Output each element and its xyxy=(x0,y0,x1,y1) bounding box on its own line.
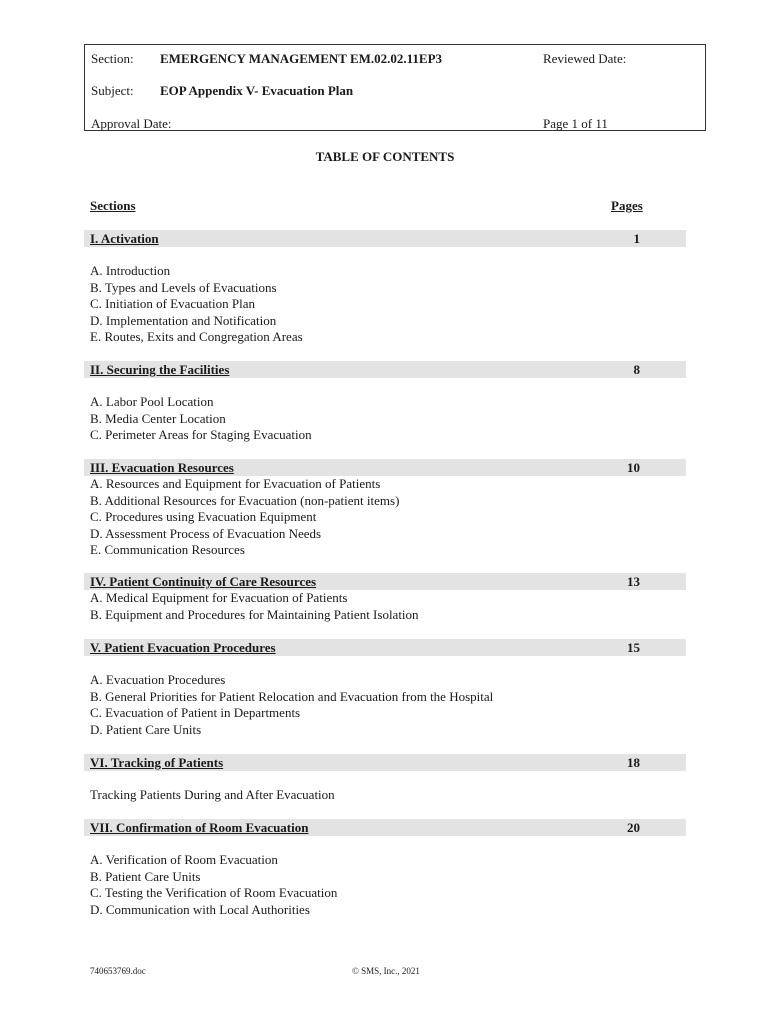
toc-item: A. Labor Pool Location xyxy=(90,394,214,409)
section-label: Section: xyxy=(91,51,134,66)
toc-item: B. Additional Resources for Evacuation (non-patient items) xyxy=(90,492,400,508)
section-title: VII. Confirmation of Room Evacuation xyxy=(90,820,309,835)
toc-section-2 xyxy=(84,361,686,378)
toc-item: Tracking Patients During and After Evacuation xyxy=(90,787,335,802)
toc-section-3 xyxy=(84,459,686,476)
toc-item: D. Implementation and Notification xyxy=(90,312,277,328)
toc-item: A. Verification of Room Evacuation xyxy=(90,852,278,867)
section-page: 8 xyxy=(633,362,640,377)
subject-label: Subject: xyxy=(91,83,134,98)
section-7-items xyxy=(90,852,337,918)
section-page: 10 xyxy=(627,460,640,475)
toc-section-5 xyxy=(84,639,686,656)
toc-item: B. Patient Care Units xyxy=(90,868,201,884)
section-page: 18 xyxy=(627,755,640,770)
reviewed-date-label: Reviewed Date: xyxy=(543,51,627,66)
approval-date-label: Approval Date: xyxy=(91,116,172,131)
section-title: IV. Patient Continuity of Care Resources xyxy=(90,574,317,589)
toc-item: A. Medical Equipment for Evacuation of Patients xyxy=(90,590,348,605)
toc-item: D. Assessment Process of Evacuation Needs xyxy=(90,525,322,541)
toc-item: C. Evacuation of Patient in Departments xyxy=(90,705,301,720)
section-title: I. Activation xyxy=(90,231,159,246)
section-page: 1 xyxy=(633,231,640,246)
toc-item: D. Patient Care Units xyxy=(90,721,202,737)
subject-value: EOP Appendix V- Evacuation Plan xyxy=(160,83,354,98)
toc-item: C. Procedures using Evacuation Equipment xyxy=(90,509,317,524)
toc-item: E. Routes, Exits and Congregation Areas xyxy=(90,329,303,344)
section-2-items xyxy=(90,394,312,444)
toc-item: C. Initiation of Evacuation Plan xyxy=(90,296,255,311)
sections-column-header: Sections xyxy=(90,198,136,213)
toc-item: A. Evacuation Procedures xyxy=(90,672,226,687)
toc-item: C. Testing the Verification of Room Evacuation xyxy=(90,885,338,900)
section-6-items xyxy=(90,787,335,804)
section-5-items xyxy=(90,672,493,738)
section-page: 20 xyxy=(627,820,640,835)
toc-item: A. Resources and Equipment for Evacuation of Patients xyxy=(90,476,381,491)
section-page: 13 xyxy=(627,574,640,589)
toc-item: B. Types and Levels of Evacuations xyxy=(90,279,277,295)
pages-column-header: Pages xyxy=(611,198,643,213)
section-title: V. Patient Evacuation Procedures xyxy=(90,640,276,655)
toc-item: B. Equipment and Procedures for Maintaining Patient Isolation xyxy=(90,606,419,622)
section-title: VI. Tracking of Patients xyxy=(90,755,224,770)
footer-doc-id: 740653769.doc xyxy=(90,966,146,976)
toc-title: TABLE OF CONTENTS xyxy=(315,149,455,164)
toc-item: A. Introduction xyxy=(90,263,171,278)
toc-section-1 xyxy=(84,230,686,247)
section-page: 15 xyxy=(627,640,640,655)
toc-section-4 xyxy=(84,573,686,590)
section-title: II. Securing the Facilities xyxy=(90,362,230,377)
toc-item: C. Perimeter Areas for Staging Evacuation xyxy=(90,427,312,442)
toc-item: E. Communication Resources xyxy=(90,542,245,557)
toc-item: B. Media Center Location xyxy=(90,410,226,426)
document-header xyxy=(84,44,706,131)
section-value: EMERGENCY MANAGEMENT EM.02.02.11EP3 xyxy=(160,51,443,66)
toc-item: B. General Priorities for Patient Relocation and Evacuation from the Hospital xyxy=(90,688,494,704)
footer-copyright: © SMS, Inc., 2021 xyxy=(352,966,420,976)
section-title: III. Evacuation Resources xyxy=(90,460,234,475)
section-1-items xyxy=(90,263,303,346)
section-3-items xyxy=(90,476,399,559)
toc-item: D. Communication with Local Authorities xyxy=(90,901,310,917)
page-number: Page 1 of 11 xyxy=(543,116,608,131)
toc-section-7 xyxy=(84,819,686,836)
toc-section-6 xyxy=(84,754,686,771)
section-4-items xyxy=(90,590,419,623)
